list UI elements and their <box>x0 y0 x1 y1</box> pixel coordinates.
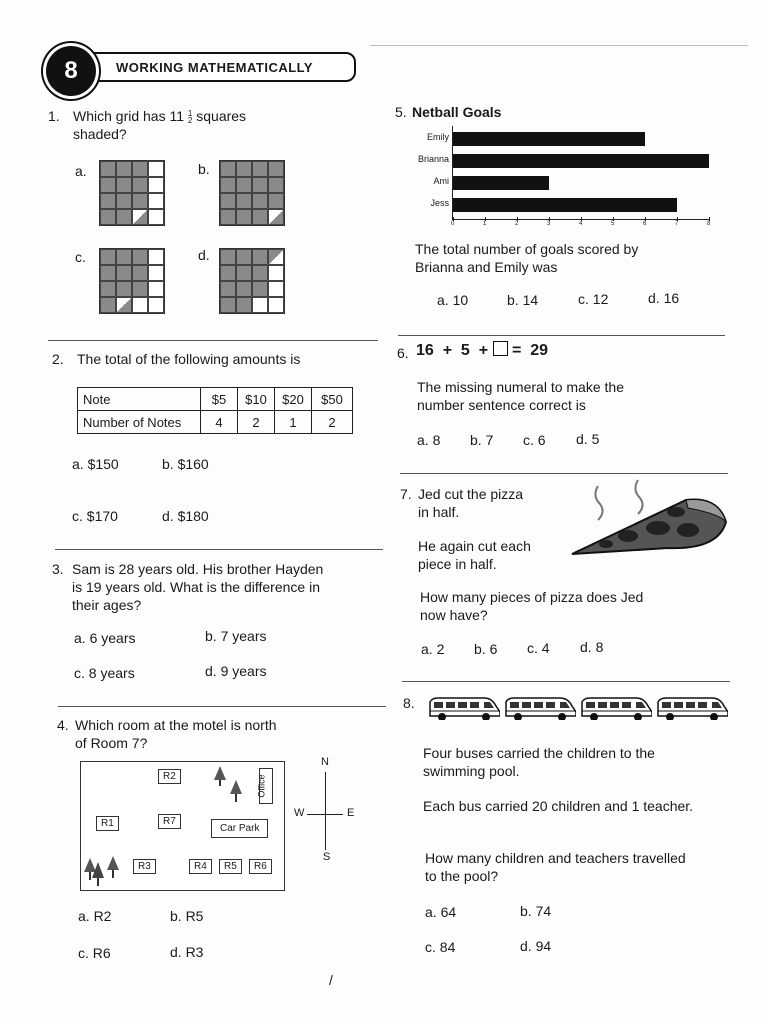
x-tick-label: 5 <box>611 221 615 227</box>
q7-text-3 <box>420 588 643 624</box>
x-tick-label: 6 <box>643 221 647 227</box>
q8-option-b[interactable]: b. 74 <box>520 903 552 919</box>
divider-q3 <box>58 706 386 707</box>
q2-option-a[interactable]: a. $150 <box>72 456 119 472</box>
q3-option-d[interactable]: d. 9 years <box>205 663 267 679</box>
room-r7[interactable]: R7 <box>158 814 181 829</box>
q5-line-2: Brianna and Emily was <box>415 259 558 275</box>
q8-line-3: Each bus carried 20 children and 1 teacher. <box>423 798 694 814</box>
q5-option-b[interactable]: b. 14 <box>507 292 539 308</box>
section-title: WORKING MATHEMATICALLY <box>116 59 314 75</box>
bar-label: Ami <box>433 176 449 186</box>
q4-option-d[interactable]: d. R3 <box>170 944 204 960</box>
divider-q2 <box>55 549 383 550</box>
q3-line-3: their ages? <box>72 597 142 613</box>
divider-q7 <box>402 681 730 682</box>
table-cell: 2 <box>238 411 275 434</box>
q1-text-a: Which grid has 11 <box>73 108 185 124</box>
x-tick-label: 3 <box>547 221 551 227</box>
missing-number-box[interactable] <box>493 341 508 356</box>
section-number-badge <box>46 46 96 96</box>
q3-number: 3. <box>52 561 64 577</box>
x-tick-label: 7 <box>675 221 679 227</box>
q1-option-d-label: d. <box>198 247 210 263</box>
q8-line-2: swimming pool. <box>423 763 520 779</box>
bus-icon <box>428 696 500 720</box>
table-cell: Number of Notes <box>78 411 201 434</box>
office-label: Office <box>256 774 267 798</box>
room-r4[interactable]: R4 <box>189 859 212 874</box>
motel-map <box>80 761 285 891</box>
q2-option-b[interactable]: b. $160 <box>162 456 209 472</box>
q2-notes-table <box>77 387 353 434</box>
q5-text <box>415 240 638 276</box>
q7-option-a[interactable]: a. 2 <box>421 641 445 657</box>
q7-option-b[interactable]: b. 6 <box>474 641 498 657</box>
q1-frac-d: 2 <box>187 116 193 126</box>
divider-q1 <box>48 340 378 341</box>
q4-text <box>75 716 277 752</box>
divider-q5 <box>398 335 725 336</box>
q4-line-2: of Room 7? <box>75 735 148 751</box>
q5-option-a[interactable]: a. 10 <box>437 292 469 308</box>
x-tick-label: 0 <box>451 221 455 227</box>
q5-number: 5. <box>395 104 407 120</box>
q6-eq-right: = 29 <box>511 342 548 359</box>
q6-eq-left: 16 + 5 + <box>416 342 489 359</box>
room-r2[interactable]: R2 <box>158 769 181 784</box>
divider-q6 <box>400 473 728 474</box>
q1-grid-b[interactable] <box>219 160 285 226</box>
compass <box>294 756 358 866</box>
q7-number: 7. <box>400 486 412 502</box>
footer-mark: / <box>329 972 333 988</box>
q5-line-1: The total number of goals scored by <box>415 241 639 257</box>
bar <box>453 176 549 190</box>
table-cell: 4 <box>201 411 238 434</box>
q8-option-a[interactable]: a. 64 <box>425 904 457 920</box>
q6-line-1: The missing numeral to make the <box>417 379 624 395</box>
q6-equation <box>416 341 548 360</box>
bus-icon <box>656 696 728 720</box>
q3-text <box>72 560 323 614</box>
q4-number: 4. <box>57 717 69 733</box>
bar <box>453 154 709 168</box>
q6-number: 6. <box>397 345 409 361</box>
q6-option-d[interactable]: d. 5 <box>576 431 600 447</box>
q3-option-c[interactable]: c. 8 years <box>74 665 135 681</box>
trees-icon <box>211 766 247 808</box>
compass-ns-line <box>325 772 326 850</box>
bar <box>453 132 645 146</box>
q4-option-b[interactable]: b. R5 <box>170 908 204 924</box>
compass-s: S <box>323 851 331 863</box>
room-r3[interactable]: R3 <box>133 859 156 874</box>
q3-line-1: Sam is 28 years old. His brother Hayden <box>72 561 324 577</box>
x-tick-label: 2 <box>515 221 519 227</box>
q1-text <box>73 107 246 143</box>
q7-text-1 <box>418 485 523 521</box>
q5-option-d[interactable]: d. 16 <box>648 290 680 306</box>
q8-text-1 <box>423 744 655 780</box>
room-r1[interactable]: R1 <box>96 816 119 831</box>
q2-number: 2. <box>52 351 64 367</box>
table-cell: $20 <box>275 388 312 411</box>
q1-grid-c[interactable] <box>99 248 165 314</box>
q5-title: Netball Goals <box>412 104 502 120</box>
x-tick-label: 1 <box>483 221 487 227</box>
q3-option-b[interactable]: b. 7 years <box>205 628 267 644</box>
car-park[interactable]: Car Park <box>211 819 268 838</box>
q7-line-2: in half. <box>418 504 460 520</box>
q8-text-2 <box>425 849 686 885</box>
q2-text: The total of the following amounts is <box>77 351 301 367</box>
q1-fraction <box>188 110 192 124</box>
section-number: 8 <box>64 57 78 84</box>
table-cell: 2 <box>312 411 353 434</box>
compass-n: N <box>321 756 329 768</box>
q4-line-1: Which room at the motel is north <box>75 717 277 733</box>
q8-line-5: to the pool? <box>425 868 499 884</box>
q1-text-c: shaded? <box>73 126 127 142</box>
q1-grid-d[interactable] <box>219 248 285 314</box>
q4-option-c[interactable]: c. R6 <box>78 945 111 961</box>
room-r5[interactable]: R5 <box>219 859 242 874</box>
table-cell: $10 <box>238 388 275 411</box>
room-r6[interactable]: R6 <box>249 859 272 874</box>
table-cell: $5 <box>201 388 238 411</box>
compass-we-line <box>307 814 343 815</box>
q6-option-a[interactable]: a. 8 <box>417 432 441 448</box>
q6-option-b[interactable]: b. 7 <box>470 432 494 448</box>
bar-label: Brianna <box>417 154 449 164</box>
q7-option-c[interactable]: c. 4 <box>527 640 550 656</box>
section-title-banner <box>86 52 356 82</box>
q8-number: 8. <box>403 695 415 711</box>
q1-frac-n: 1 <box>187 109 193 119</box>
table-row <box>78 388 353 411</box>
bar-label: Jess <box>430 198 449 208</box>
q1-option-b-label: b. <box>198 161 210 177</box>
q8-option-c[interactable]: c. 84 <box>425 939 456 955</box>
trees-icon <box>83 854 123 890</box>
x-tick-label: 4 <box>579 221 583 227</box>
bar <box>453 198 677 212</box>
q8-line-1: Four buses carried the children to the <box>423 745 655 761</box>
q1-number: 1. <box>48 108 60 124</box>
q1-text-b: squares <box>196 108 247 124</box>
q1-option-c-label: c. <box>75 249 86 265</box>
q7-line-4: piece in half. <box>418 556 497 572</box>
bar-label: Emily <box>427 132 449 142</box>
compass-w: W <box>294 807 305 819</box>
bus-icon <box>504 696 576 720</box>
bus-icon <box>580 696 652 720</box>
q2-option-c[interactable]: c. $170 <box>72 508 118 524</box>
q7-line-3: He again cut each <box>418 538 531 554</box>
q7-line-1: Jed cut the pizza <box>418 486 524 502</box>
q5-option-c[interactable]: c. 12 <box>578 291 609 307</box>
table-cell: 1 <box>275 411 312 434</box>
q1-grid-a[interactable] <box>99 160 165 226</box>
q2-option-d[interactable]: d. $180 <box>162 508 209 524</box>
q6-text <box>417 378 624 414</box>
table-cell: $50 <box>312 388 353 411</box>
q3-option-a[interactable]: a. 6 years <box>74 630 136 646</box>
table-cell: Note <box>78 388 201 411</box>
q7-text-2 <box>418 537 531 573</box>
q7-line-5: How many pieces of pizza does Jed <box>420 589 644 605</box>
q8-option-d[interactable]: d. 94 <box>520 938 552 954</box>
x-tick-label: 8 <box>707 221 711 227</box>
compass-e: E <box>347 807 355 819</box>
q8-line-4: How many children and teachers travelled <box>425 850 686 866</box>
q6-option-c[interactable]: c. 6 <box>523 432 546 448</box>
q7-line-6: now have? <box>420 607 488 623</box>
q6-line-2: number sentence correct is <box>417 397 586 413</box>
pizza-icon <box>568 478 730 568</box>
q1-option-a-label: a. <box>75 163 87 179</box>
table-row <box>78 411 353 434</box>
q3-line-2: is 19 years old. What is the difference in <box>72 579 320 595</box>
q4-option-a[interactable]: a. R2 <box>78 908 112 924</box>
header-rule <box>370 45 748 46</box>
q7-option-d[interactable]: d. 8 <box>580 639 604 655</box>
office-box[interactable] <box>256 768 273 804</box>
netball-goals-chart <box>395 126 725 232</box>
